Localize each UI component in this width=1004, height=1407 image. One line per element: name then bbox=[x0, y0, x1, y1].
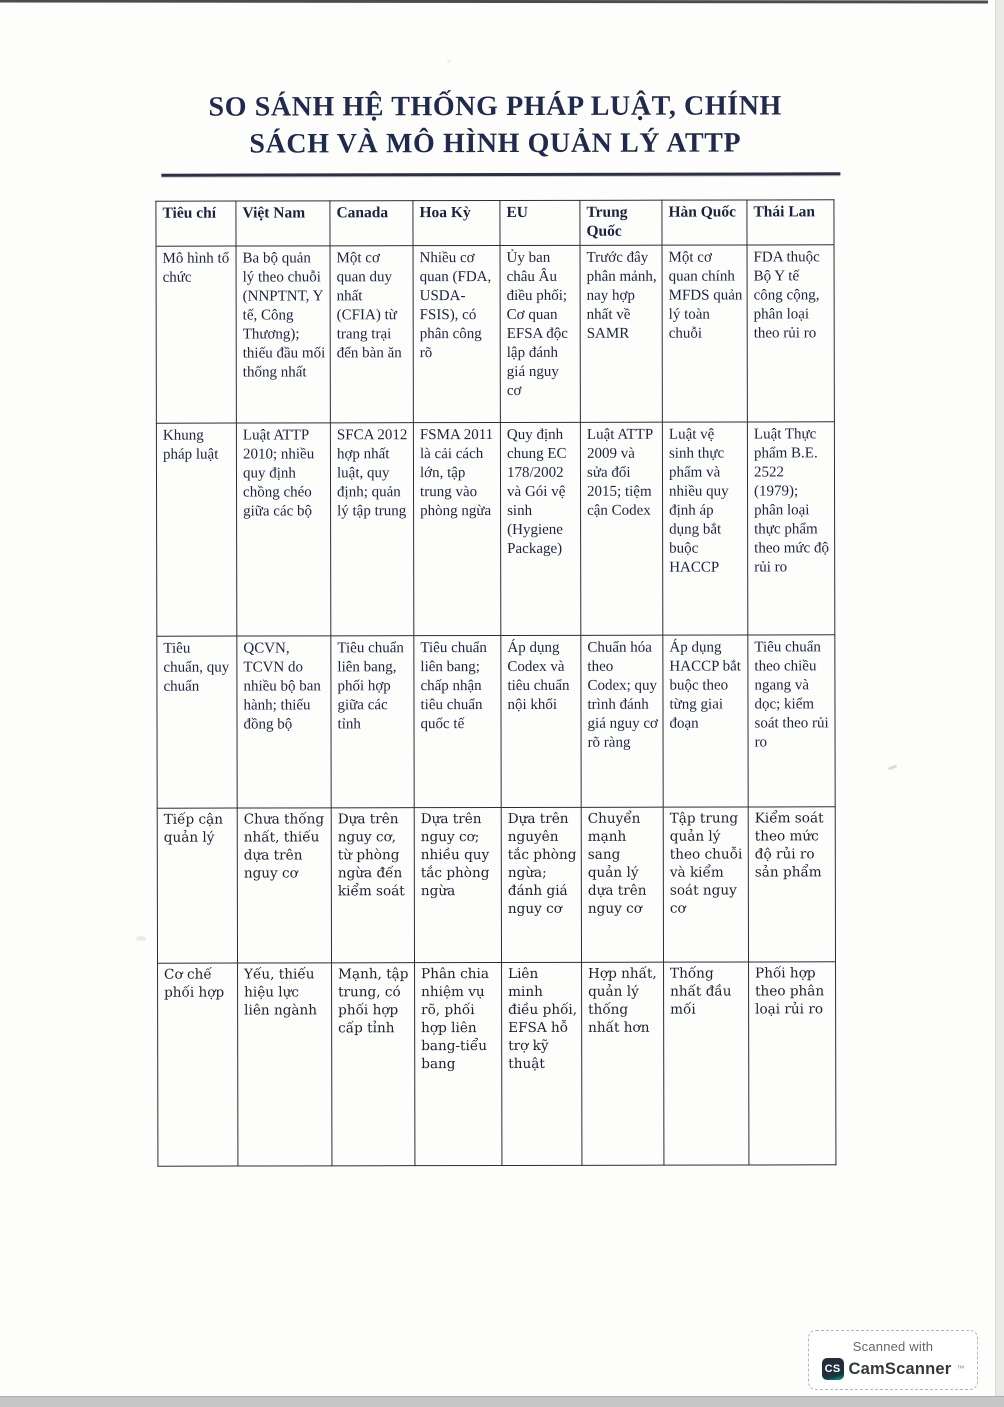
scanned-with-label: Scanned with bbox=[852, 1339, 934, 1354]
table-cell: QCVN, TCVN do nhiều bộ ban hành; thiếu đồng bộ bbox=[237, 636, 331, 808]
table-cell: Dựa trên nguyên tắc phòng ngừa; đánh giá nguy cơ bbox=[501, 807, 581, 962]
trademark-symbol: ™ bbox=[956, 1364, 965, 1373]
header-cell-criteria: Tiêu chí bbox=[156, 201, 236, 246]
camscanner-brand-row bbox=[817, 1358, 969, 1380]
table-cell: SFCA 2012 hợp nhất luật, quy định; quản lý tập trung bbox=[330, 422, 413, 635]
table-cell: Luật ATTP 2010; nhiều quy định chồng chéo giữa các bộ bbox=[236, 423, 330, 636]
table-cell: Dựa trên nguy cơ; nhiều quy tắc phòng ngừa bbox=[414, 807, 501, 962]
scan-speck bbox=[627, 101, 631, 104]
table-cell: FDA thuộc Bộ Y tế công cộng, phân loại theo rủi ro bbox=[747, 245, 834, 422]
table-cell: Phân chia nhiệm vụ rõ, phối hợp liên bang-tiểu bang bbox=[415, 962, 502, 1165]
table-cell: Thống nhất đầu mối bbox=[664, 962, 749, 1165]
comparison-table bbox=[155, 199, 836, 1166]
table-row-standards bbox=[157, 635, 835, 808]
scan-bottom-edge-artifact bbox=[0, 1396, 1004, 1407]
header-cell-china: Trung Quốc bbox=[580, 200, 662, 245]
table-cell: Một cơ quan chính MFDS quản lý toàn chuỗi bbox=[662, 245, 747, 422]
table-cell: Luật vệ sinh thực phẩm và nhiều quy định áp dụng bắt buộc HACCP bbox=[662, 422, 747, 635]
table-cell: Luật ATTP 2009 và sửa đổi 2015; tiệm cận Codex bbox=[580, 422, 662, 635]
header-cell-canada: Canada bbox=[330, 201, 413, 246]
table-cell: FSMA 2011 là cải cách lớn, tập trung vào phòng ngừa bbox=[413, 422, 500, 635]
header-cell-usa: Hoa Kỳ bbox=[413, 201, 500, 246]
title-underline bbox=[161, 172, 840, 176]
camscanner-watermark-badge bbox=[808, 1330, 978, 1390]
table-cell: Phối hợp theo phân loại rủi ro bbox=[749, 962, 836, 1165]
header-cell-korea: Hàn Quốc bbox=[662, 200, 747, 245]
table-cell: Chuyển mạnh sang quản lý dựa trên nguy cơ bbox=[581, 807, 663, 962]
table-cell: Áp dụng Codex và tiêu chuẩn nội khối bbox=[501, 635, 581, 807]
page-title-line-1: SO SÁNH HỆ THỐNG PHÁP LUẬT, CHÍNH bbox=[208, 90, 782, 123]
table-row-legal-framework bbox=[156, 422, 834, 636]
table-cell: Nhiều cơ quan (FDA, USDA-FSIS), có phân công rõ bbox=[413, 245, 500, 422]
table-cell: Áp dụng HACCP bắt buộc theo từng giai đoạn bbox=[663, 635, 748, 807]
table-cell: Luật Thực phẩm B.E. 2522 (1979); phân loại thực phẩm theo mức độ rủi ro bbox=[747, 422, 834, 635]
camscanner-logo-icon: CS bbox=[822, 1358, 844, 1380]
table-header-row bbox=[156, 200, 834, 246]
table-cell: Hợp nhất, quản lý thống nhất hơn bbox=[582, 962, 664, 1165]
table-cell: Dựa trên nguy cơ, từ phòng ngừa đến kiểm soát bbox=[331, 807, 414, 962]
table-cell: Tiêu chuẩn theo chiều ngang và dọc; kiểm soát theo rủi ro bbox=[748, 635, 835, 807]
header-cell-eu: EU bbox=[500, 200, 580, 245]
scan-speck bbox=[447, 60, 451, 63]
camscanner-name: CamScanner bbox=[848, 1359, 952, 1378]
row-label: Tiếp cận quản lý bbox=[157, 808, 237, 963]
table-cell: Ủy ban châu Âu điều phối; Cơ quan EFSA độc lập đánh giá nguy cơ bbox=[500, 245, 580, 422]
table-cell: Mạnh, tập trung, có phối hợp cấp tỉnh bbox=[332, 962, 415, 1165]
page-title-line-2: SÁCH VÀ MÔ HÌNH QUẢN LÝ ATTP bbox=[249, 127, 742, 160]
table-cell: Quy định chung EC 178/2002 và Gói vệ sinh (Hygiene Package) bbox=[500, 422, 580, 635]
table-cell: Tiêu chuẩn liên bang, phối hợp giữa các tỉnh bbox=[331, 635, 414, 807]
table-cell: Liên minh điều phối, EFSA hỗ trợ kỹ thuật bbox=[502, 962, 582, 1165]
scan-top-edge-artifact bbox=[0, 0, 988, 4]
table-cell: Một cơ quan duy nhất (CFIA) từ trang trại đến bàn ăn bbox=[330, 245, 413, 422]
table-cell: Chuẩn hóa theo Codex; quy trình đánh giá nguy cơ rõ ràng bbox=[581, 635, 663, 807]
scan-right-edge-artifact bbox=[995, 0, 1004, 1407]
table-cell: Chưa thống nhất, thiếu dựa trên nguy cơ bbox=[237, 808, 331, 963]
table-cell: Yếu, thiếu hiệu lực liên ngành bbox=[238, 963, 332, 1166]
page-title bbox=[150, 87, 840, 163]
table-cell: Tiêu chuẩn liên bang; chấp nhận tiêu chuẩn quốc tế bbox=[414, 635, 501, 807]
table-cell: Tập trung quản lý theo chuỗi và kiểm soát nguy cơ bbox=[663, 807, 748, 962]
row-label: Tiêu chuẩn, quy chuẩn bbox=[157, 636, 237, 808]
scan-speck bbox=[888, 765, 897, 771]
table-cell: Ba bộ quản lý theo chuỗi (NNPTNT, Y tế, Công Thương); thiếu đầu mối thống nhất bbox=[236, 246, 330, 423]
row-label: Cơ chế phối hợp bbox=[158, 963, 238, 1166]
table-row-management-approach bbox=[157, 807, 835, 963]
row-label: Khung pháp luật bbox=[156, 423, 236, 636]
table-row-coordination-mechanism bbox=[158, 962, 836, 1166]
scan-speck bbox=[136, 936, 146, 941]
row-label: Mô hình tổ chức bbox=[156, 246, 236, 423]
table-cell: Kiểm soát theo mức độ rủi ro sản phẩm bbox=[748, 807, 835, 962]
header-cell-vietnam: Việt Nam bbox=[236, 201, 330, 246]
table-row-org-model bbox=[156, 245, 834, 423]
header-cell-thailand: Thái Lan bbox=[747, 200, 834, 245]
table-cell: Trước đây phân mảnh, nay hợp nhất về SAMR bbox=[580, 245, 662, 422]
